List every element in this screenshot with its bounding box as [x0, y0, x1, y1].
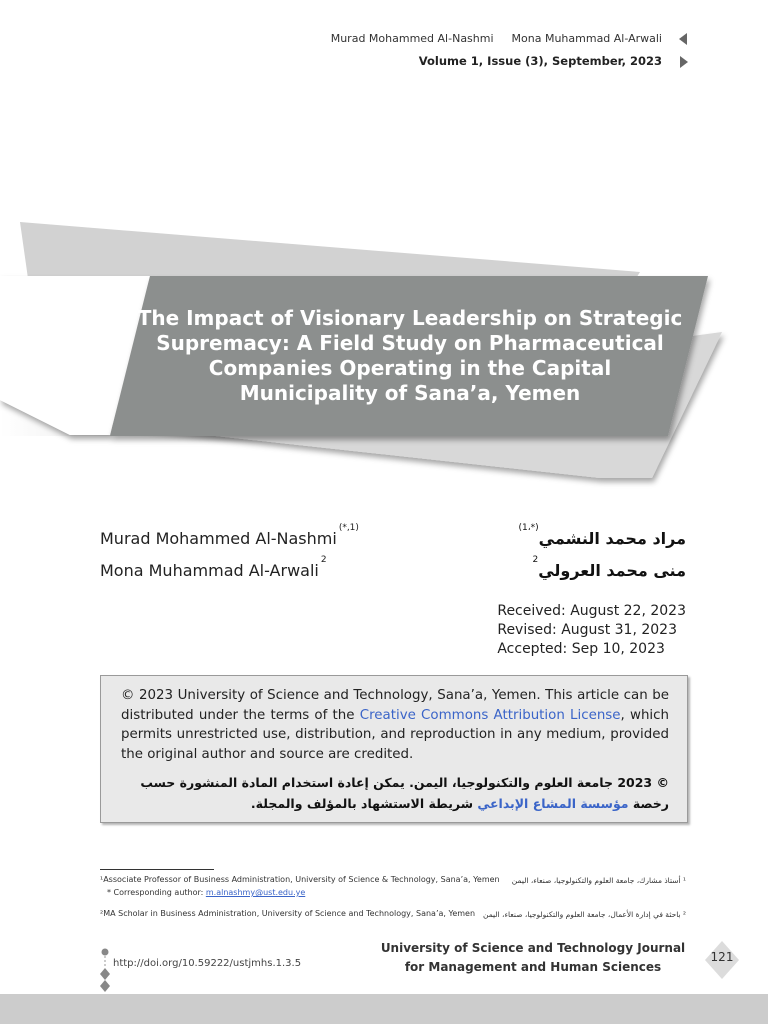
corresponding-label: * Corresponding author: — [107, 888, 206, 897]
footnote-2-arabic: ² باحثة في إدارة الأعمال، جامعة العلوم والتكنولوجيا، صنعاء، اليمن — [482, 910, 686, 919]
author-english-1 — [100, 523, 359, 548]
author-name: منى محمد العرولي — [538, 561, 686, 580]
triangle-left-icon — [679, 33, 687, 45]
doi-link[interactable]: http://doi.org/10.59222/ustjmhs.1.3.5 — [113, 958, 302, 969]
license-text-arabic: شريطة الاستشهاد بالمؤلف والمجلة. — [250, 796, 478, 811]
creative-commons-link-arabic[interactable]: مؤسسة المشاع الإبداعي — [477, 796, 629, 811]
volume-info: Volume 1, Issue (3), September, 2023 — [418, 54, 662, 68]
article-title — [130, 306, 690, 406]
corresponding-author — [107, 888, 305, 897]
footnote-1-arabic: ¹ أستاذ مشارك، جامعة العلوم والتكنولوجيا، صنعاء، اليمن — [511, 876, 686, 885]
creative-commons-link[interactable]: Creative Commons Attribution License — [359, 707, 621, 723]
author-name: Mona Muhammad Al-Arwali — [100, 561, 319, 580]
title-line-2: Supremacy: A Field Study on Pharmaceutical — [156, 331, 664, 355]
corresponding-email-link[interactable]: m.alnashmy@ust.edu.ye — [205, 888, 306, 897]
revised-date: Revised: August 31, 2023 — [497, 622, 677, 638]
title-line-4: Municipality of Sana’a, Yemen — [239, 381, 581, 405]
footnote-1: ¹Associate Professor of Business Administration, University of Science & Technology, Sana’a, Yemen — [100, 875, 500, 884]
footer-bar — [0, 994, 768, 1024]
author-arabic-1 — [518, 523, 687, 548]
running-header-authors — [331, 32, 662, 45]
footnote-divider — [100, 869, 214, 870]
header-author-1: Murad Mohammed Al-Nashmi — [330, 32, 494, 45]
author-affiliation-mark: (*,1) — [338, 523, 359, 533]
author-name: Murad Mohammed Al-Nashmi — [100, 529, 337, 548]
journal-name — [380, 939, 686, 977]
article-dates — [497, 602, 686, 659]
author-name: مراد محمد النشمي — [538, 529, 686, 548]
license-arabic — [117, 772, 669, 814]
license-english — [121, 686, 669, 764]
footnote-2: ²MA Scholar in Business Administration, University of Science and Technology, Sana’a, Yemen — [100, 909, 476, 918]
triangle-right-icon — [680, 56, 688, 68]
diamond-ornament-icon — [98, 946, 114, 994]
header-author-2: Mona Muhammad Al-Arwali — [511, 32, 662, 45]
journal-line-1: University of Science and Technology Journal — [380, 941, 686, 955]
author-arabic-2 — [532, 555, 686, 580]
page-number: 121 — [710, 950, 734, 964]
license-text: , which permits unrestricted use, distribution, and reproduction in any medium, provided the original author and source are credited. — [121, 707, 669, 762]
license-box — [100, 675, 688, 823]
author-affiliation-mark: 2 — [532, 555, 539, 565]
license-text: © 2023 University of Science and Technology, Sana’a, Yemen. This article can be distributed under the terms of the — [121, 688, 669, 723]
accepted-date: Accepted: Sep 10, 2023 — [497, 641, 665, 657]
author-affiliation-mark: 2 — [320, 555, 327, 565]
title-line-1: The Impact of Visionary Leadership on Strategic — [137, 306, 683, 330]
received-date: Received: August 22, 2023 — [497, 603, 686, 619]
journal-line-2: for Management and Human Sciences — [404, 960, 662, 974]
author-affiliation-mark: (*،1) — [518, 523, 539, 533]
title-line-3: Companies Operating in the Capital — [208, 356, 612, 380]
author-english-2 — [100, 555, 327, 580]
license-text-arabic: © 2023 جامعة العلوم والتكنولوجيا، اليمن. يمكن إعادة استخدام المادة المنشورة حسب رخصة — [140, 775, 669, 811]
